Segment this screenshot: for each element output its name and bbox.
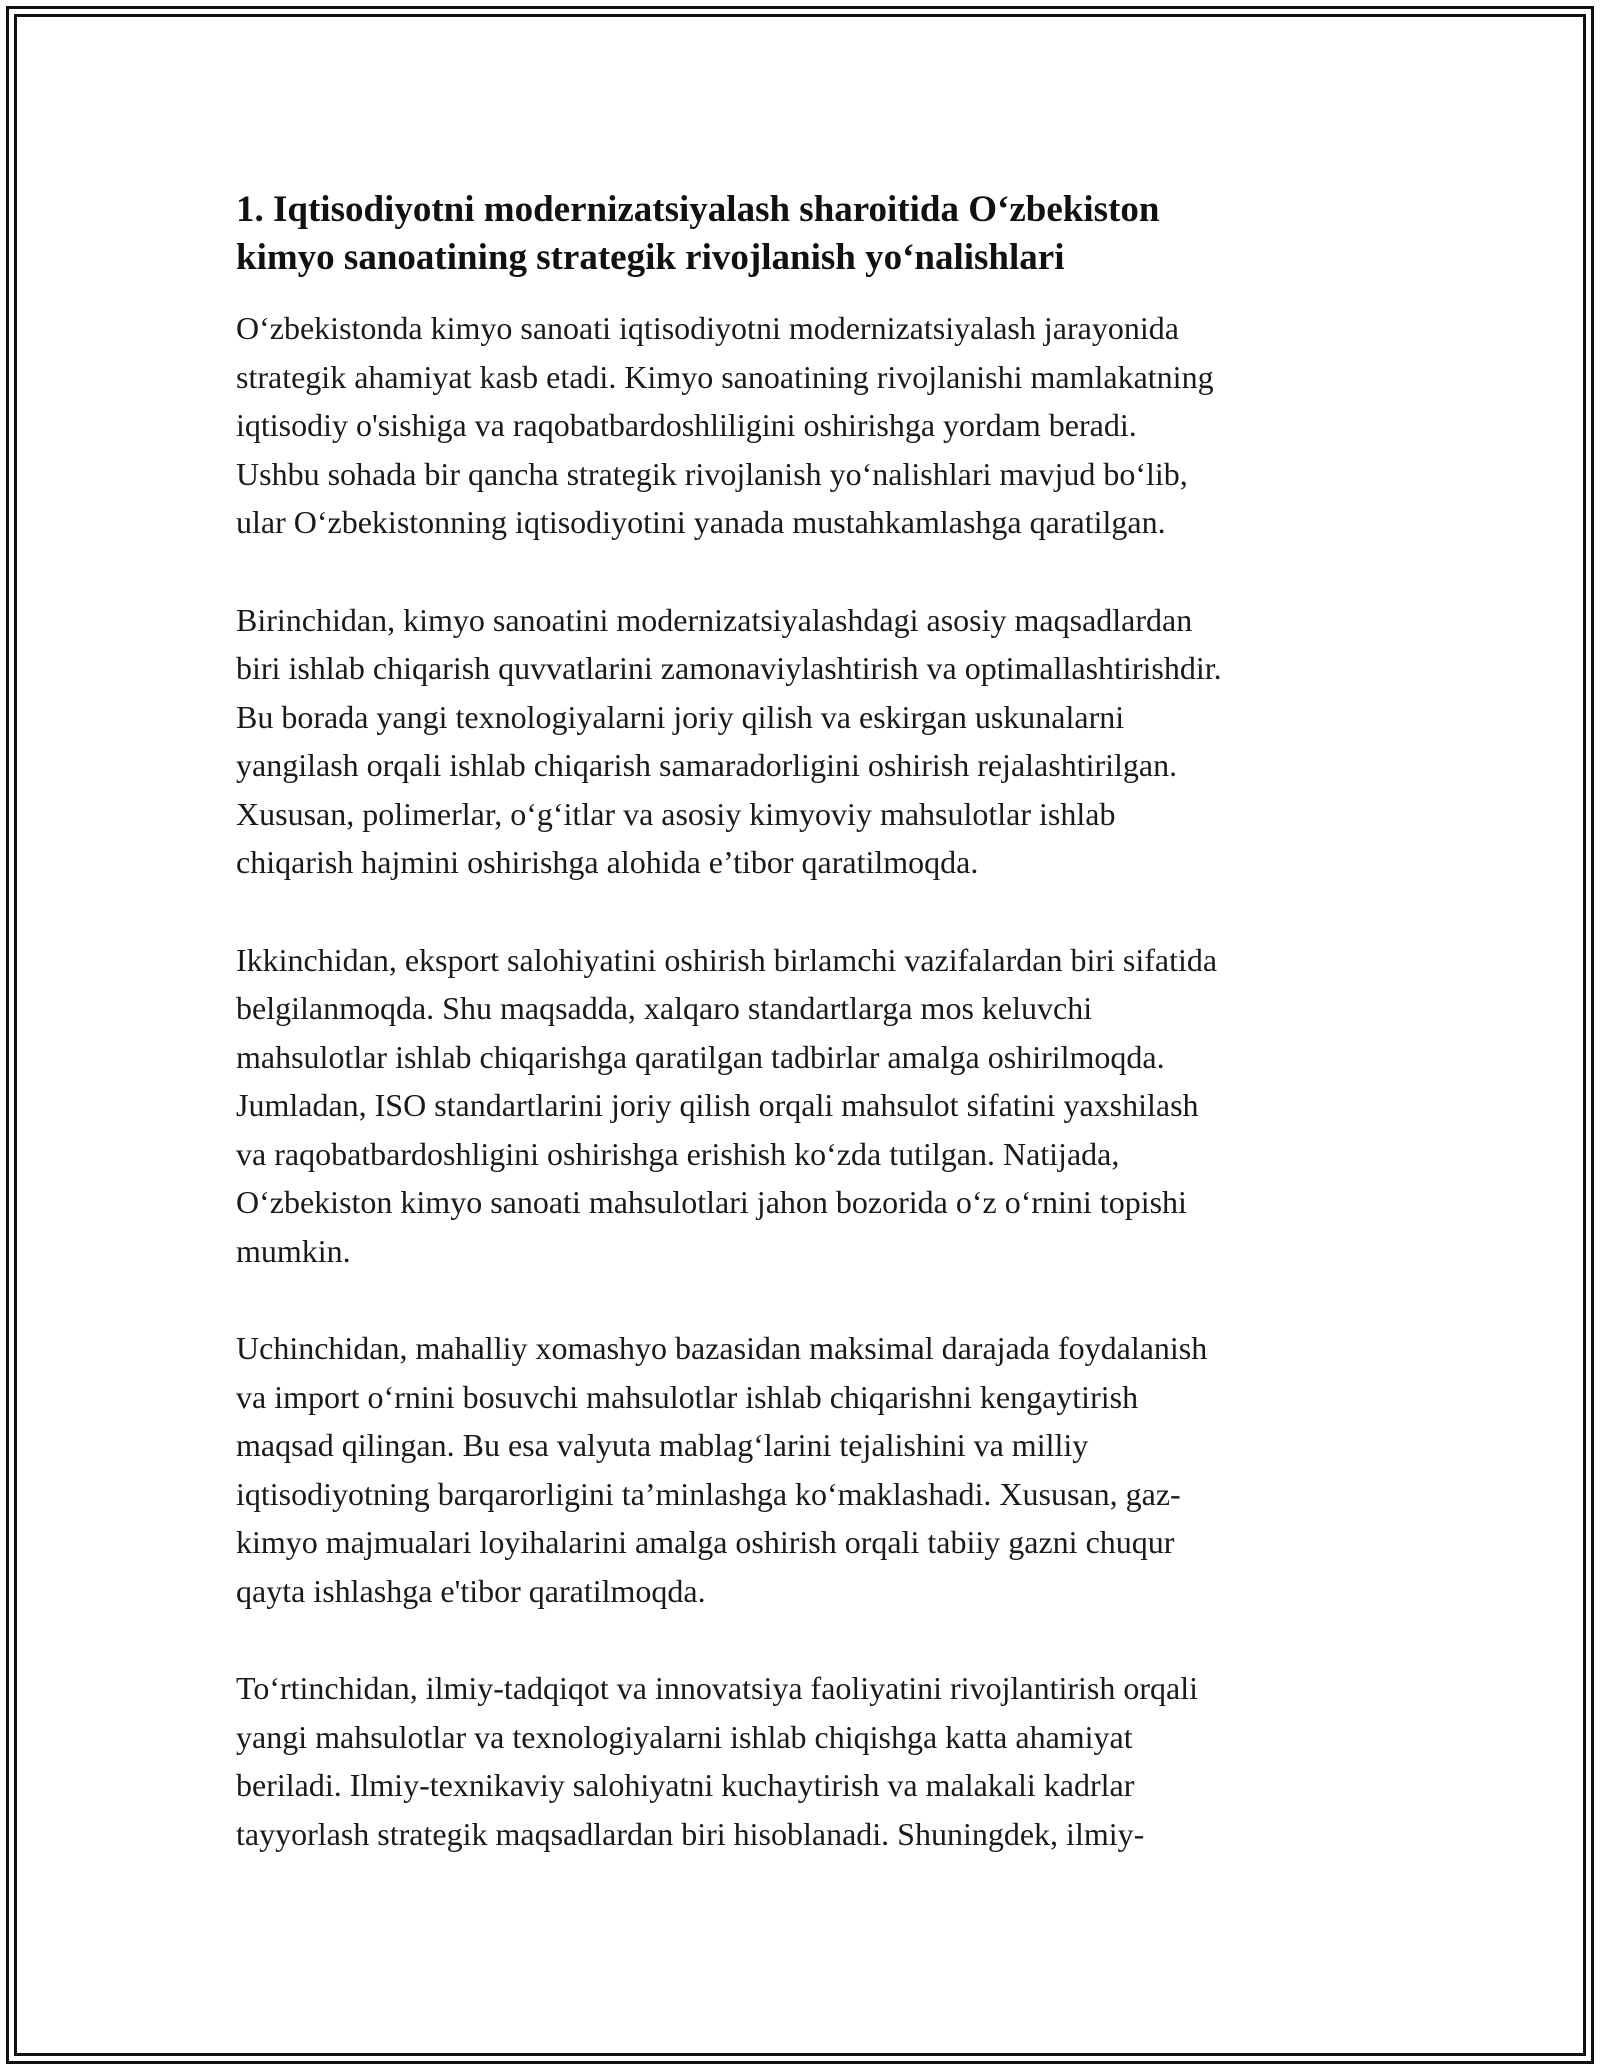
text-line: iqtisodiy o'sishiga va raqobatbardoshliligini oshirishga yordam beradi. xyxy=(236,407,1137,443)
text-line: biri ishlab chiqarish quvvatlarini zamonaviylashtirish va optimallashtirishdir. xyxy=(236,650,1222,686)
paragraph-intro xyxy=(236,304,1366,547)
text-line: va raqobatbardoshligini oshirishga erishish ko‘zda tutilgan. Natijada, xyxy=(236,1135,1120,1172)
text-line: Ikkinchidan, eksport salohiyatini oshirish birlamchi vazifalardan biri sifatida xyxy=(236,941,1218,978)
document-title xyxy=(236,186,1366,282)
text-line: belgilanmoqda. Shu maqsadda, xalqaro standartlarga mos keluvchi xyxy=(236,990,1093,1026)
text-line: maqsad qilingan. Bu esa valyuta mablag‘larini tejalishini va milliy xyxy=(236,1427,1089,1463)
text-line: Ushbu sohada bir qancha strategik rivojlanish yo‘nalishlari mavjud bo‘lib, xyxy=(236,455,1188,492)
text-line: Jumladan, ISO standartlarini joriy qilish orqali mahsulot sifatini yaxshilash xyxy=(236,1087,1199,1123)
text-line: qayta ishlashga e'tibor qaratilmoqda. xyxy=(236,1572,706,1609)
text-line: iqtisodiyotning barqarorligini ta’minlashga ko‘maklashadi. Xususan, gaz- xyxy=(236,1475,1181,1512)
text-line: strategik ahamiyat kasb etadi. Kimyo sanoatining rivojlanishi mamlakatning xyxy=(236,358,1214,395)
text-line: tayyorlash strategik maqsadlardan biri hisoblanadi. Shuningdek, ilmiy- xyxy=(236,1815,1145,1852)
text-line: Bu borada yangi texnologiyalarni joriy qilish va eskirgan uskunalarni xyxy=(236,698,1125,735)
paragraph-first xyxy=(236,596,1366,887)
text-line: mahsulotlar ishlab chiqarishga qaratilgan tadbirlar amalga oshirilmoqda. xyxy=(236,1038,1165,1075)
text-line: O‘zbekistonda kimyo sanoati iqtisodiyotni modernizatsiyalash jarayonida xyxy=(236,310,1179,346)
text-line: yangi mahsulotlar va texnologiyalarni ishlab chiqishga katta ahamiyat xyxy=(236,1718,1133,1755)
text-line: mumkin. xyxy=(236,1232,351,1269)
text-line: yangilash orqali ishlab chiqarish samaradorligini oshirish rejalashtirilgan. xyxy=(236,747,1178,783)
text-line: To‘rtinchidan, ilmiy-tadqiqot va innovatsiya faoliyatini rivojlantirish orqali xyxy=(236,1670,1198,1706)
title-line: 1. Iqtisodiyotni modernizatsiyalash sharoitida O‘zbekiston xyxy=(236,189,1160,230)
text-line: kimyo majmualari loyihalarini amalga oshirish orqali tabiiy gazni chuqur xyxy=(236,1524,1175,1560)
paragraph-second xyxy=(236,936,1366,1276)
paragraph-third xyxy=(236,1324,1366,1615)
document-page xyxy=(236,186,1366,1907)
text-line: va import o‘rnini bosuvchi mahsulotlar ishlab chiqarishni kengaytirish xyxy=(236,1378,1139,1415)
text-line: Uchinchidan, mahalliy xomashyo bazasidan maksimal darajada foydalanish xyxy=(236,1330,1208,1366)
title-line: kimyo sanoatining strategik rivojlanish yo‘nalishlari xyxy=(236,237,1065,278)
paragraph-fourth xyxy=(236,1664,1366,1858)
text-line: beriladi. Ilmiy-texnikaviy salohiyatni kuchaytirish va malakali kadrlar xyxy=(236,1767,1135,1803)
text-line: ular O‘zbekistonning iqtisodiyotini yanada mustahkamlashga qaratilgan. xyxy=(236,504,1166,540)
text-line: Birinchidan, kimyo sanoatini modernizatsiyalashdagi asosiy maqsadlardan xyxy=(236,601,1193,638)
text-line: chiqarish hajmini oshirishga alohida e’tibor qaratilmoqda. xyxy=(236,844,979,880)
text-line: O‘zbekiston kimyo sanoati mahsulotlari jahon bozorida o‘z o‘rnini topishi xyxy=(236,1184,1187,1220)
text-line: Xususan, polimerlar, o‘g‘itlar va asosiy kimyoviy mahsulotlar ishlab xyxy=(236,795,1116,832)
